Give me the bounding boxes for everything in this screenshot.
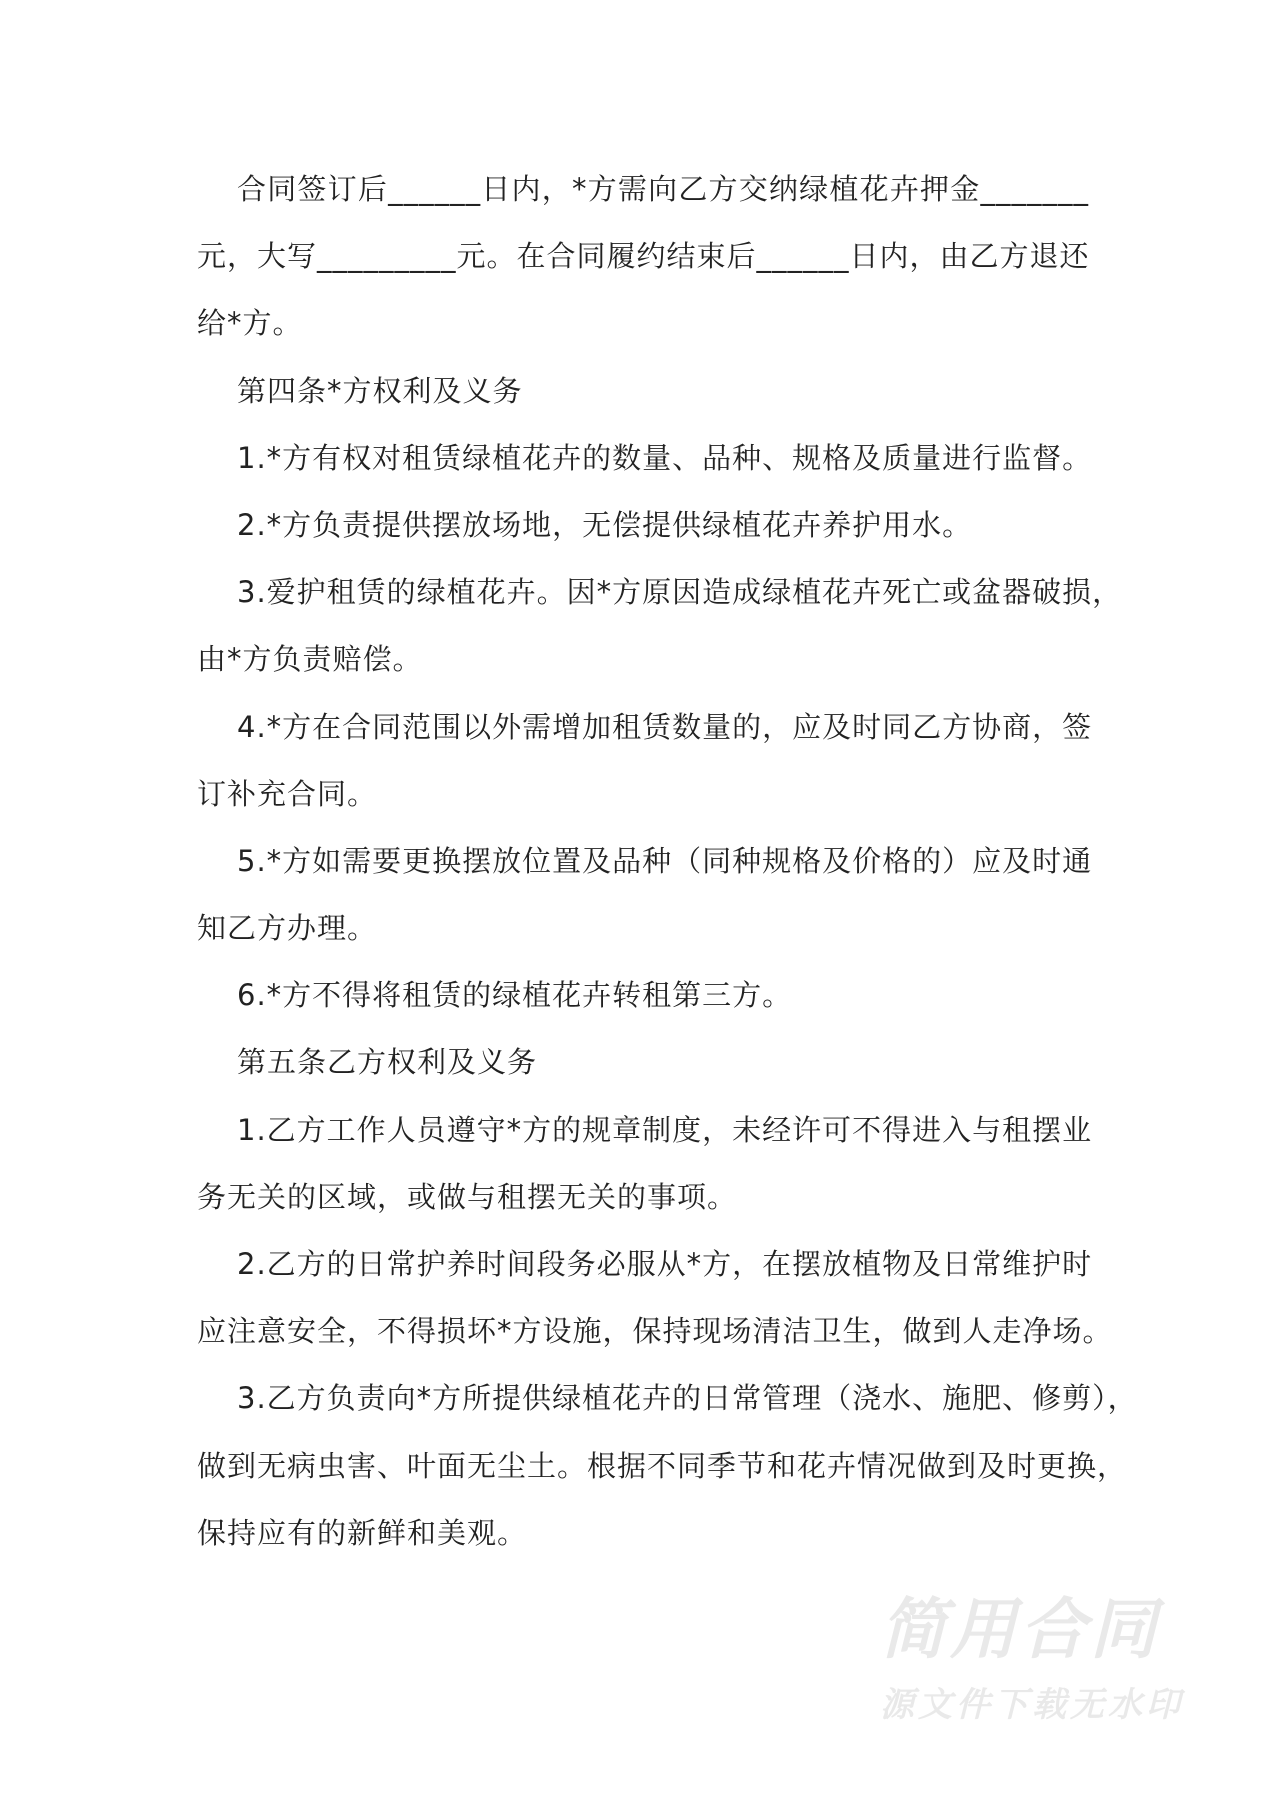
text-line: 合同签订后______日内，*方需向乙方交纳绿植花卉押金_______ (237, 172, 1089, 206)
paragraph (197, 1365, 1138, 1567)
text-line: 知乙方办理。 (197, 911, 378, 946)
text-line: 订补充合同。 (197, 776, 378, 811)
paragraph (197, 492, 1089, 559)
paragraph (197, 962, 1089, 1029)
text-line: 由*方负责赔偿。 (197, 642, 423, 677)
text-line: 2.乙方的日常护养时间段务必服从*方，在摆放植物及日常维护时 (237, 1247, 1093, 1281)
text-line: 保持应有的新鲜和美观。 (197, 1515, 528, 1550)
text-line: 5.*方如需要更换摆放位置及品种（同种规格及价格的）应及时通 (237, 843, 1093, 878)
paragraph (197, 828, 1093, 962)
document-body (197, 156, 1138, 1567)
text-line: 2.*方负责提供摆放场地，无偿提供绿植花卉养护用水。 (237, 507, 973, 542)
text-line: 1.*方有权对租赁绿植花卉的数量、品种、规格及质量进行监督。 (237, 440, 1093, 475)
text-line: 给*方。 (197, 306, 303, 341)
text-line: 3.乙方负责向*方所提供绿植花卉的日常管理（浇水、施肥、修剪）， (237, 1381, 1138, 1416)
watermark-title: 简用合同 (880, 1591, 1160, 1668)
text-line: 1.乙方工作人员遵守*方的规章制度，未经许可不得进入与租摆业 (237, 1112, 1093, 1147)
text-line: 第四条*方权利及义务 (237, 373, 523, 408)
paragraph (197, 559, 1123, 693)
text-line: 务无关的区域，或做与租摆无关的事项。 (197, 1179, 738, 1214)
watermark-subtitle: 源文件下载无水印 (880, 1685, 1184, 1725)
paragraph (197, 694, 1093, 828)
paragraph (197, 425, 1093, 492)
text-line: 应注意安全，不得损坏*方设施，保持现场清洁卫生，做到人走净场。 (197, 1314, 1113, 1349)
paragraph (197, 1097, 1093, 1231)
text-line: 做到无病虫害、叶面无尘土。根据不同季节和花卉情况做到及时更换， (197, 1448, 1128, 1483)
watermark (880, 1590, 1184, 1730)
text-line: 第五条乙方权利及义务 (237, 1045, 538, 1080)
paragraph (197, 1029, 1089, 1096)
paragraph (197, 1231, 1113, 1365)
text-line: 元，大写_________元。在合同履约结束后______日内，由乙方退还 (197, 239, 1090, 274)
text-line: 3.爱护租赁的绿植花卉。因*方原因造成绿植花卉死亡或盆器破损， (237, 575, 1123, 610)
paragraph (197, 156, 1089, 358)
paragraph (197, 358, 1089, 425)
text-line: 6.*方不得将租赁的绿植花卉转租第三方。 (237, 978, 793, 1013)
text-line: 4.*方在合同范围以外需增加租赁数量的，应及时同乙方协商，签 (237, 709, 1093, 744)
